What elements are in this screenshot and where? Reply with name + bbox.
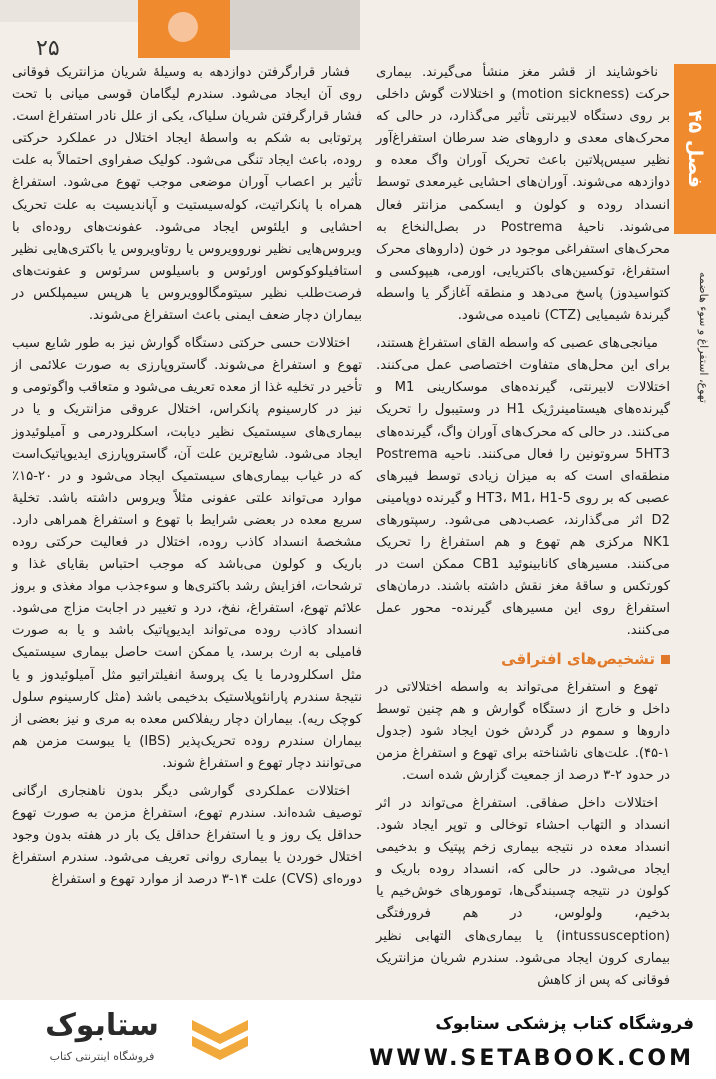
logo-text: ستابوک — [45, 1008, 159, 1043]
chapter-tab: فصل ۴۵ — [674, 64, 716, 234]
paragraph: اختلالات حسی حرکتی دستگاه گوارش نیز به طور شایع سبب تهوع و استفراغ می‌شوند. گاستروپارزی به صورت علائمی از تأخیر در تخلیه غذا از معده تعریف می‌شود و متعاقب واگوتومی و نیز در کارسینوم پانکراس، اختلال عروقی مزانتریک و یا در بیماری‌های سیستمیک نظیر دیابت، اسکلرودرمی و آمیلوئیدوز ایجاد می‌شود. شایع‌ترین علت آن، گاستروپارزی ایدیوپاتیک‌است که در غیاب بیماری‌های سیستمیک ایجاد می‌شود و در ۲۰-۱۵٪ موارد می‌تواند علتی عفونی مثلاً ویروس داشته باشد. تخلیهٔ سریع معده در بعضی شرایط با تهوع و استفراغ همراهی دارد. مشخصهٔ انسداد کاذب روده، اختلال در فعالیت حرکتی روده باریک و کولون می‌باشد که موجب احتباس بقایای غذا و ترشحات، افزایش رشد باکتری‌ها و سوءجذب مواد مغذی و بروز علائم تهوع، استفراغ، نفخ، درد و تغییر در اجابت مزاج می‌شود. انسداد کاذب روده می‌تواند ایدیوپاتیک باشد و یا به صورت فامیلی به ارث برسد، یا ممکن است حاصل بیماری سیستمیک مثل اسکلرودرما یا یک پروسهٔ انفیلتراتیو مثل آمیلوئیدوز و یا نتیجهٔ سندرم پارانئوپلاستیک بدخیمی باشد (مثل کارسینوم سلول کوچک ریه). بیماران دچار ریفلاکس معده به مری و نیز بعضی از بیماران سندرم روده تحریک‌پذیر (IBS) یا یبوست مزمن هم می‌توانند دچار تهوع و استفراغ شوند. — [12, 336, 362, 771]
right-column — [376, 62, 670, 998]
paragraph: فشار قرارگرفتن دوازدهه به وسیلهٔ شریان مزانتریک فوقانی روی آن ایجاد می‌شود. سندرم لیگامان قوسی میانی با تحت فشار قرارگرفتن شریان سلیاک، یکی از علل نادر استفراغ است. پرتوتابی به شکم به واسطهٔ ایجاد اختلال در عملکرد حرکتی روده، باعث ایجاد تنگی می‌شود. کولیک صفراوی احتمالاً به علت تأثیر بر اعصاب آوران موضعی موجب تهوع می‌شود. استفراغ همراه با پانکراتیت، کوله‌سیستیت و آپاندیسیت به علت تحریک احشایی و ایلئوس ایجاد می‌شود. عفونت‌های روده‌ای با ویروس‌هایی نظیر نوروویروس یا روتاویروس یا باکتری‌هایی نظیر استافیلوکوکوس اورئوس و باسیلوس سرئوس و عفونت‌های فرصت‌طلب نظیر سیتومگالوویروس یا هرپس سیمپلکس در بیماران دچار ضعف ایمنی باعث استفراغ می‌شوند. — [12, 65, 362, 324]
book-logo-icon — [190, 1014, 250, 1066]
paragraph: اختلالات داخل صفاقی. استفراغ می‌تواند در اثر انسداد و التهاب احشاء توخالی و توپر ایجاد شود. انسداد معده در نتیجه بیماری زخم پپتیک و بدخیمی ایجاد می‌شود. در حالی که، انسداد روده باریک و کولون در نتیجه چسبندگی‌ها، تومورهای خوش‌خیم یا بدخیم، ولولوس، در هم فرورفتگی (intussusception) یا بیماری‌های التهابی نظیر بیماری کرون ایجاد می‌شود. سندرم شریان مزانتریک فوقانی که پس از کاهش — [376, 796, 670, 988]
paragraph: تهوع و استفراغ می‌تواند به واسطه اختلالاتی در داخل و خارج از دستگاه گوارش و هم چنین توسط داروها و سموم در گردش خون ایجاد شود (جدول ۱-۴۵). علت‌های ناشناخته برای تهوع و استفراغ مزمن در حدود ۲-۳ درصد از جمعیت گزارش شده است. — [376, 679, 670, 783]
logo-subtitle: فروشگاه اینترنتی کتاب — [49, 1050, 155, 1063]
store-url[interactable]: WWW.SETABOOK.COM — [369, 1046, 694, 1071]
store-banner — [0, 1000, 716, 1079]
header-gray-block — [230, 0, 360, 50]
paragraph: ناخوشایند از قشر مغز منشأ می‌گیرند. بیماری حرکت (motion sickness) و اختلالات گوش داخلی بر روی دستگاه لابیرنتی تأثیر می‌گذارد، در حالی که محرک‌های معدی و داروهای ضد سرطان استفراغ‌آور نظیر سیس‌پلاتین باعث تحریک آوران واگ معده و دوازدهه می‌شوند. آوران‌های احشایی غیرمعدی توسط انسداد روده و کولون و ایسکمی مزانتر فعال می‌شوند. ناحیهٔ Postrema در بصل‌النخاع به محرک‌های استفراغی موجود در خون (داروهای محرک استفراغ، توکسین‌های باکتریایی، اورمی، هیپوکسی و کتواسیدوز) پاسخ می‌دهد و منطقه آغازگر یا واسطه گیرندهٔ شیمیایی (CTZ) نامیده می‌شود. — [376, 65, 670, 324]
store-name: فروشگاه کتاب پزشکی ستابوک — [435, 1014, 694, 1034]
chapter-title: تهوع، استفراغ و سوء هاضمه — [697, 271, 710, 403]
heading-text: تشخیص‌های افتراقی — [501, 650, 655, 669]
heading-square-icon — [661, 655, 670, 664]
paragraph: میانجی‌های عصبی که واسطه القای استفراغ هستند، برای این محل‌های متفاوت اختصاصی عمل می‌کنند. اختلالات لابیرنتی، گیرنده‌های موسکارینی M1 و گیرنده‌های هیستامینرژیک H1 در وستیبول را تحریک می‌کنند. در حالی که محرک‌های آوران واگ، گیرنده‌های 5HT3 سروتونین را فعال می‌کنند. ناحیه Postrema منطقه‌ای است که به میزان زیادی توسط فیبرهای عصبی که بر روی 5-HT3، M1، H1 و گیرنده دوپامینی D2 اثر می‌گذارند، عصب‌دهی می‌شود. رسپتورهای NK1 مرکزی هم تهوع و هم استفراغ را تحریک می‌کنند. مسیرهای کانابینوئید CB1 ممکن است در کورتکس و ساقهٔ مغز نقش داشته باشند. درمان‌های استفراغ روی این مسیرهای گیرنده- محور عمل می‌کنند. — [376, 336, 671, 639]
paragraph: اختلالات عملکردی گوارشی دیگر بدون ناهنجاری ارگانی توصیف شده‌اند. سندرم تهوع، استفراغ مزمن به صورت تهوع حداقل یک روز و یا استفراغ حداقل یک بار در هفته بدون وجود اختلال خوردن یا بیماری روانی تعریف می‌شود. سندرم استفراغ دوره‌ای (CVS) علت ۱۴-۳ درصد از موارد تهوع و استفراغ — [12, 784, 362, 888]
page-number: ۲۵ — [36, 36, 60, 61]
header-decoration — [138, 0, 230, 58]
left-column — [12, 62, 362, 897]
top-strip — [0, 0, 138, 22]
section-heading — [376, 648, 670, 670]
